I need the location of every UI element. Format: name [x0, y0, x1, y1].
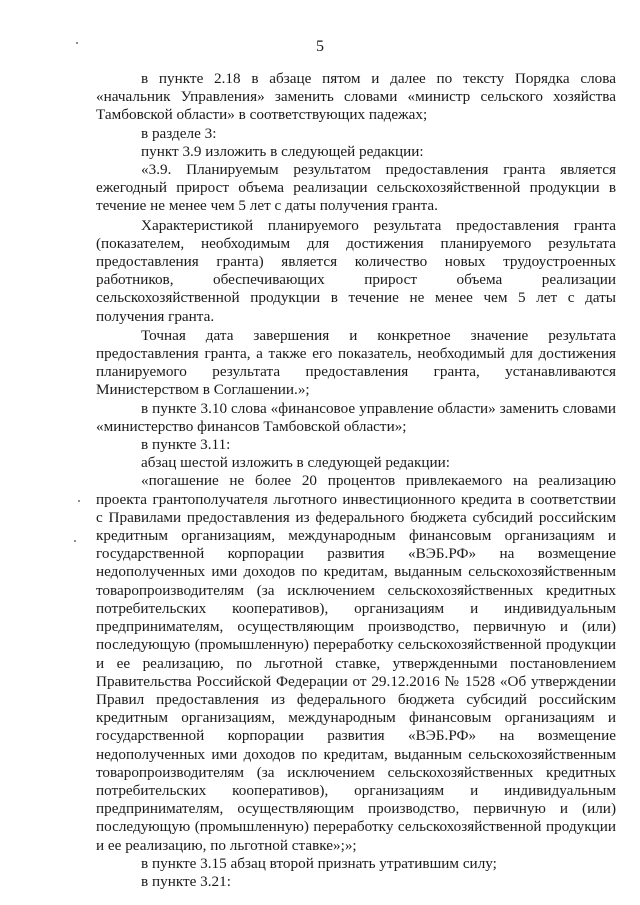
paragraph-5: Характеристикой планируемого результата предоставления гранта (показателем, необходимым для достижения планируемого результата предоставления гранта) является количество новых трудоустроенных работников, обеспечивающих прирост объема реализации сельскохозяйственной продукции в течение не менее чем 5 лет с даты получения гранта. — [96, 216, 616, 325]
paragraph-8: в пункте 3.11: — [141, 436, 231, 454]
scan-speck — [76, 42, 78, 44]
paragraph-3: пункт 3.9 изложить в следующей редакции: — [141, 142, 424, 160]
scan-speck — [78, 500, 80, 502]
paragraph-12: в пункте 3.21: — [141, 872, 231, 890]
paragraph-2: в разделе 3: — [141, 124, 217, 142]
scan-speck — [74, 540, 76, 542]
paragraph-4: «3.9. Планируемым результатом предоставления гранта является ежегодный прирост объема реализации сельскохозяйственной продукции в течение не менее чем 5 лет с даты получения гранта. — [96, 161, 616, 215]
paragraph-10: «погашение не более 20 процентов привлекаемого на реализацию проекта грантополучателя льготного инвестиционного кредита в соответствии с Правилами предоставления из федерального бюджета субсидий российским кредитным организациям, международным финансовым организациям и государственной корпорации развития «ВЭБ.РФ» на возмещение недополученных ими доходов по кредитам, выданным сельскохозяйственным товаропроизводителям (за исключением сельскохозяйственных кредитных потребительских кооперативов), организациям и индивидуальным предпринимателям, осуществляющим производство, первичную и (или) последующую (промышленную) переработку сельскохозяйственной продукции и ее реализацию, по льготной ставке, утвержденными постановлением Правительства Российской Федерации от 29.12.2016 № 1528 «Об утверждении Правил предоставления из федерального бюджета субсидий российским кредитным организациям, международным финансовым организациям и государственной корпорации развития «ВЭБ.РФ» на возмещение недополученных ими доходов по кредитам, выданным сельскохозяйственным товаропроизводителям (за исключением сельскохозяйственных кредитных потребительских кооперативов), организациям и индивидуальным предпринимателям, осуществляющим производство, первичную и (или) последующую (промышленную) переработку сельскохозяйственной продукции и ее реализацию, по льготной ставке»;»; — [96, 472, 616, 854]
paragraph-9: абзац шестой изложить в следующей редакции: — [141, 454, 450, 472]
paragraph-11: в пункте 3.15 абзац второй признать утратившим силу; — [141, 854, 497, 872]
page-number: 5 — [316, 38, 324, 55]
paragraph-6: Точная дата завершения и конкретное значение результата предоставления гранта, а также его показатель, необходимый для достижения планируемого результата предоставления гранта, устанавливаются Министерством в Соглашении.»; — [96, 326, 616, 399]
paragraph-1: в пункте 2.18 в абзаце пятом и далее по тексту Порядка слова «начальник Управления» заменить словами «министр сельского хозяйства Тамбовской области» в соответствующих падежах; — [96, 70, 616, 124]
paragraph-7: в пункте 3.10 слова «финансовое управление области» заменить словами «министерство финансов Тамбовской области»; — [96, 399, 616, 435]
document-body — [96, 70, 616, 891]
